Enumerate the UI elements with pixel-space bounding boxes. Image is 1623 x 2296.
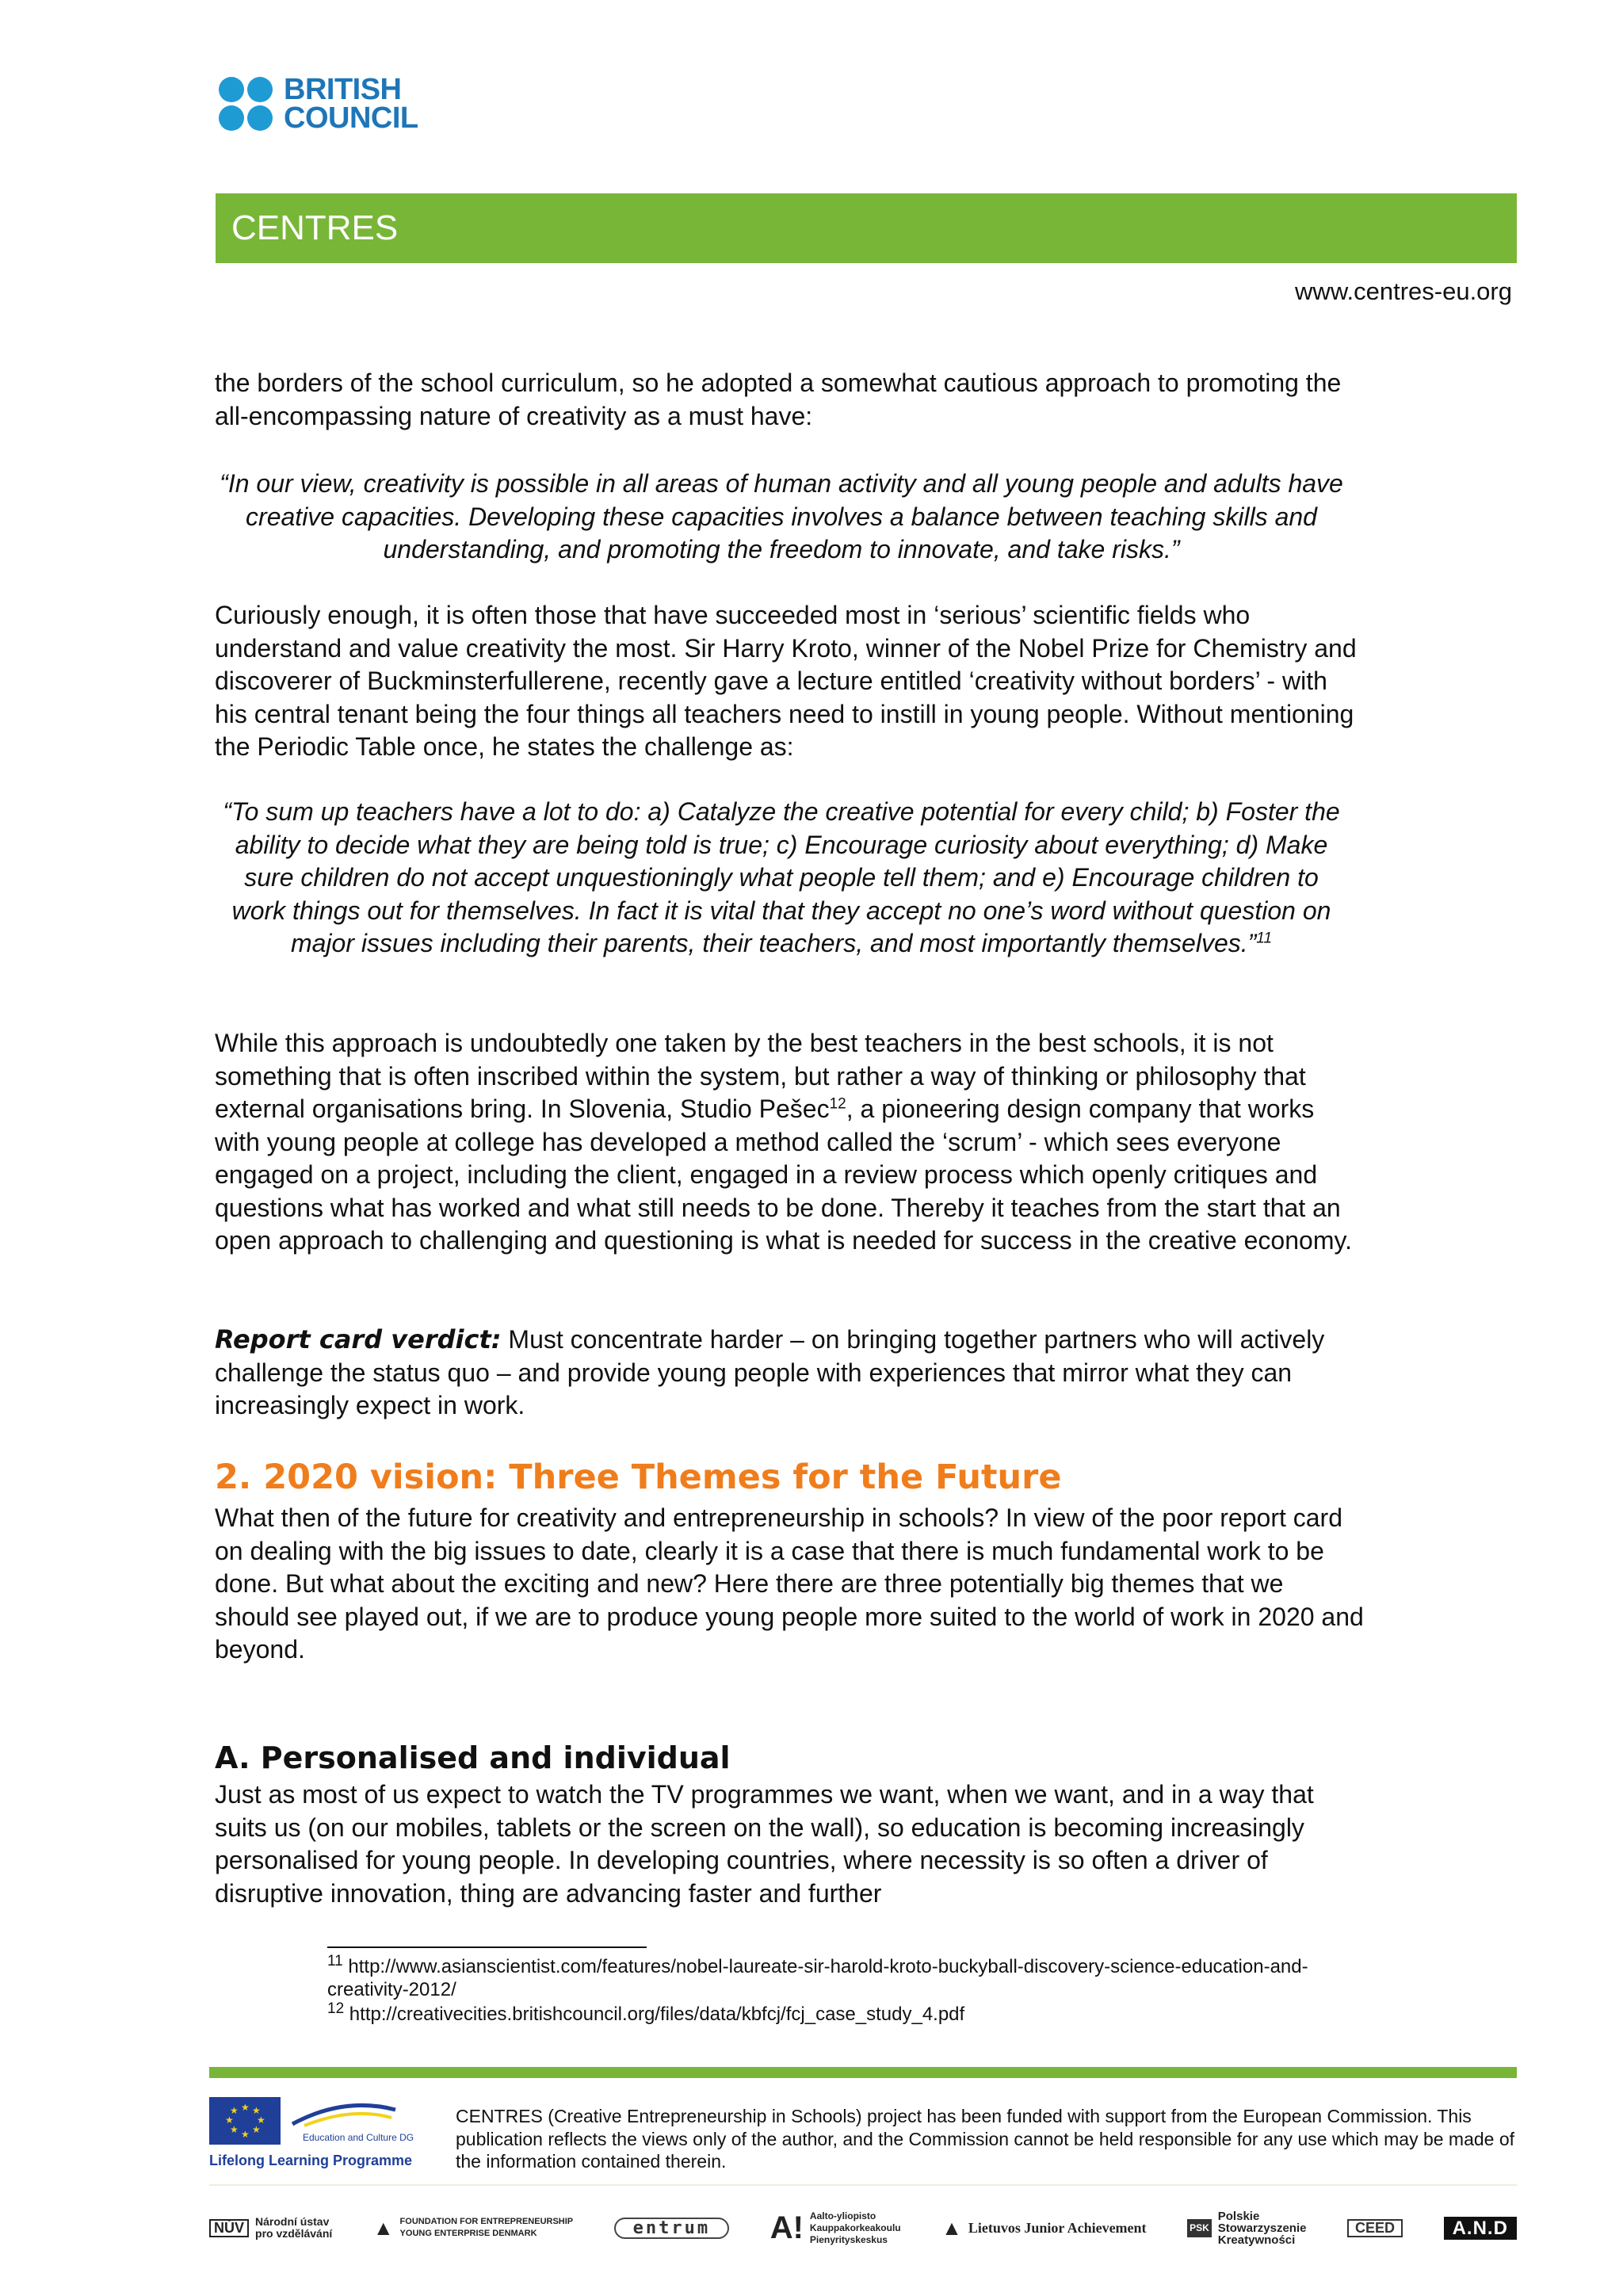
quote-1: “In our view, creativity is possible in all areas of human activity and all young people and adults have creative capacities. Developing these capacities involves a balance between teaching skills and understanding, and promoting the freedom to innovate, and take risks.” [220,469,1343,563]
british-council-logo [219,68,418,139]
centres-banner [216,193,1517,263]
partner-lja-name: Lietuvos Junior Achievement [968,2219,1147,2236]
footnote-11 [327,1955,1358,2001]
logo-line-1: BRITISH [284,73,402,106]
footnote-ref-12: 12 [829,1095,846,1113]
section-heading-2020-vision: 2. 2020 vision: Three Themes for the Future [215,1457,1062,1497]
partner-aalto-mark: A! [769,2210,804,2245]
site-url: www.centres-eu.org [1295,277,1512,305]
partner-aalto-name: Aalto-yliopisto Kauppakorkeakoulu Pienyrityskeskus [809,2210,901,2245]
paragraph-3 [215,1027,1364,1258]
footnote-ref-11: 11 [1256,930,1273,947]
footnote-12-number: 12 [327,2000,345,2017]
lifelong-learning-logo [209,2097,414,2176]
subsection-heading-personalised: A. Personalised and individual [215,1740,731,1775]
partner-psk-name: Polskie Stowarzyszenie Kreatywności [1217,2209,1307,2247]
partner-nuv-logo [209,2216,332,2240]
partner-and-logo [1444,2217,1517,2240]
partner-yedk-logo [373,2216,573,2240]
partner-logos [209,2200,1517,2256]
partner-lja-logo [941,2215,1147,2240]
footnote-divider [327,1946,647,1948]
partner-ceed-logo [1347,2219,1403,2237]
partner-nuv-mark: NÚV [209,2219,249,2237]
partner-psk-mark: PSK [1187,2219,1212,2237]
verdict-label: Report card verdict: [215,1324,502,1354]
funding-disclaimer: CENTRES (Creative Entrepreneurship in Schools) project has been funded with support from the European Commission. This publication reflects the views only of the author, and the Commission cannot be held responsible for any use which may be made of the information contained therein. [456,2106,1515,2172]
eu-flag-icon: ★ ★ ★ ★ ★ ★ ★ ★ [209,2097,281,2145]
partner-and-name: A.N.D [1444,2217,1517,2240]
partner-entrum-name: entrum [614,2218,729,2239]
logo-line-2: COUNCIL [284,101,418,135]
partner-nuv-name: Národní ústav pro vzdělávání [255,2215,333,2240]
paragraph-4: What then of the future for creativity and entrepreneurship in schools? In view of the poor report card on dealing with the big issues to date, clearly it is a case that there is much fundamental work to be done. But what about the exciting and new? Here there are three potentially big themes that we should see played out, if we are to produce young people more suited to the world of work in 2020 and beyond. [215,1503,1364,1664]
paragraph-5: Just as most of us expect to watch the TV programmes we want, when we want, and in a way that suits us (on our mobiles, tablets or the screen on the wall), so education is becoming increasingly personalised for young people. In developing countries, where necessity is so often a driver of disruptive innovation, thing are advancing faster and further [215,1780,1314,1908]
paragraph-1: the borders of the school curriculum, so he adopted a somewhat cautious approach to promoting the all-encompassing nature of creativity as a must have: [215,369,1342,430]
banner-title: CENTRES [231,208,399,247]
footnote-11-url[interactable]: http://www.asianscientist.com/features/nobel-laureate-sir-harold-kroto-buckyball-discovery-science-education-and-creativity-2012/ [327,1956,1308,2000]
footnote-12 [327,2000,1358,2026]
verdict-text: Must concentrate harder – on bringing together partners who will actively challenge the status quo – and provide young people with experiences that mirror what they can increasingly expect in work. [215,1325,1325,1419]
partner-ceed-name: CEED [1347,2219,1403,2237]
quote-2-text: “To sum up teachers have a lot to do: a) Catalyze the creative potential for every child; b) Foster the ability to decide what they are being told is true; c) Encourage curiosity about everything; d) Make sure children do not accept unquestioningly what people tell them; and e) Encourage children to work things out for themselves. In fact it is vital that they accept no one’s word without question on major issues including their parents, their teachers, and most importantly themselves.” [223,797,1340,957]
eu-dg-label: Education and Culture DG [303,2132,414,2143]
partner-yedk-mark: ▲ [372,2215,394,2240]
partner-lja-mark: ▲ [941,2215,962,2240]
partner-aalto-logo [770,2210,901,2246]
logo-dots-icon [219,77,273,131]
paragraph-2: Curiously enough, it is often those that have succeeded most in ‘serious’ scientific fields who understand and value creativity the most. Sir Harry Kroto, winner of the Nobel Prize for Chemistry and discoverer of Buckminsterfullerene, recently gave a lecture entitled ‘creativity without borders’ - with his central tenant being the four things all teachers need to instill in young people. Without mentioning the Periodic Table once, he states the challenge as: [215,601,1357,761]
footnote-12-url[interactable]: http://creativecities.britishcouncil.org/files/data/kbfcj/fcj_case_study_4.pdf [344,2004,965,2025]
partner-entrum-logo [614,2218,729,2239]
education-culture-swoosh-icon [288,2100,399,2129]
paragraph-3-part-b: , a pioneering design company that works with young people at college has developed a method called the ‘scrum’ - which sees everyone engaged on a project, including the client, engaged in a review process which openly critiques and questions what has worked and what still needs to be done. Thereby it teaches from the start that an open approach to challenging and questioning is what is needed for success in the creative economy. [215,1095,1352,1255]
footer-divider [209,2067,1517,2078]
llp-label: Lifelong Learning Programme [209,2153,413,2168]
report-card-verdict [215,1324,1364,1423]
quote-2 [215,796,1348,961]
partner-psk-logo [1187,2210,1306,2246]
footnote-11-number: 11 [327,1953,343,1969]
partner-divider [209,2184,1517,2186]
paragraph-3-part-a: While this approach is undoubtedly one taken by the best teachers in the best schools, it is not something that is often inscribed within the system, but rather a way of thinking or philosophy that external organisations bring. In Slovenia, Studio Pešec [215,1029,1306,1123]
partner-yedk-name: FOUNDATION FOR ENTREPRENEURSHIP YOUNG ENTERPRISE DENMARK [399,2217,574,2238]
